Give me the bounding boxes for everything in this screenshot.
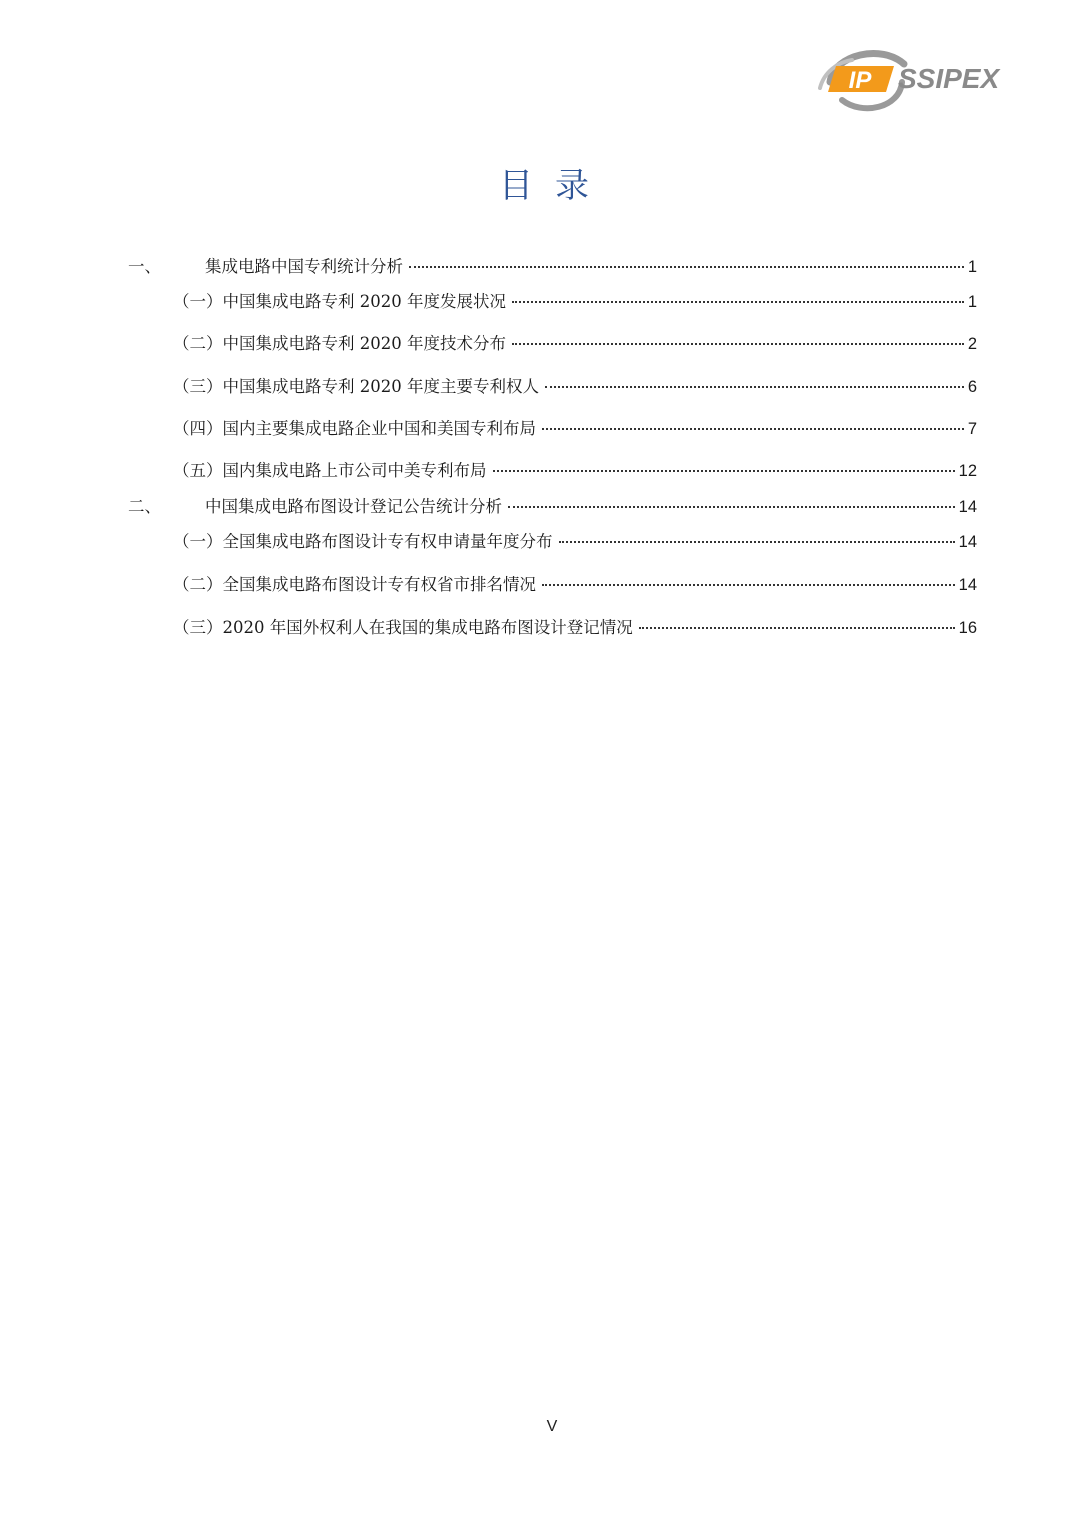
dot-leader bbox=[512, 301, 964, 303]
toc-entry[interactable] bbox=[173, 333, 977, 355]
toc-entry-page: 16 bbox=[958, 619, 977, 637]
toc-entry-text: 全国集成电路布图设计专有权省市排名情况 bbox=[222, 575, 536, 594]
toc-entry-number: （一） bbox=[173, 532, 223, 551]
toc-entry-page: 1 bbox=[967, 258, 977, 276]
toc-entry-page: 14 bbox=[958, 533, 977, 551]
toc-entry-number: （四） bbox=[173, 419, 223, 438]
dot-leader bbox=[639, 627, 955, 629]
toc-entry-text: 全国集成电路布图设计专有权申请量年度分布 bbox=[222, 532, 553, 551]
dot-leader bbox=[545, 386, 964, 388]
logo-badge-text: IP bbox=[848, 67, 872, 94]
dot-leader bbox=[559, 541, 955, 543]
toc-entry[interactable] bbox=[173, 376, 977, 398]
toc-entry[interactable] bbox=[128, 496, 977, 518]
toc-entry[interactable] bbox=[173, 460, 977, 482]
toc-entry-number: （二） bbox=[173, 575, 223, 594]
toc-entry-page: 2 bbox=[967, 335, 977, 353]
toc-entry-page: 14 bbox=[958, 498, 977, 516]
toc-entry-page: 14 bbox=[958, 576, 977, 594]
dot-leader bbox=[493, 470, 955, 472]
dot-leader bbox=[409, 266, 964, 268]
toc-entry-number: 一、 bbox=[128, 257, 161, 276]
ssipex-logo bbox=[812, 42, 1022, 114]
toc-entry[interactable] bbox=[173, 531, 977, 553]
toc-entry[interactable] bbox=[173, 617, 977, 639]
dot-leader bbox=[512, 343, 964, 345]
toc-entry-page: 12 bbox=[958, 462, 977, 480]
dot-leader bbox=[542, 428, 964, 430]
toc-entry-text: 中国集成电路专利 2020 年度主要专利权人 bbox=[222, 377, 539, 396]
logo-name-text: SSIPEX bbox=[898, 63, 1000, 94]
page-number: V bbox=[546, 1418, 558, 1435]
toc-entry-number: （三） bbox=[173, 618, 223, 637]
toc-entry-text: 中国集成电路专利 2020 年度发展状况 bbox=[222, 292, 506, 311]
toc-entry-page: 7 bbox=[967, 420, 977, 438]
toc-entry-text: 国内主要集成电路企业中国和美国专利布局 bbox=[222, 419, 536, 438]
toc-entry-text: 中国集成电路专利 2020 年度技术分布 bbox=[222, 334, 506, 353]
dot-leader bbox=[508, 506, 955, 508]
page-title: 目录 bbox=[499, 166, 611, 206]
toc-entry[interactable] bbox=[173, 574, 977, 596]
toc-entry-page: 1 bbox=[967, 293, 977, 311]
toc-entry[interactable] bbox=[173, 418, 977, 440]
toc-entry-text: 国内集成电路上市公司中美专利布局 bbox=[222, 461, 487, 480]
toc-entry-page: 6 bbox=[967, 378, 977, 396]
toc-entry-number: （五） bbox=[173, 461, 223, 480]
toc-entry-text: 2020 年国外权利人在我国的集成电路布图设计登记情况 bbox=[222, 618, 633, 637]
toc-entry-number: （一） bbox=[173, 292, 223, 311]
toc-entry[interactable] bbox=[173, 291, 977, 313]
toc-entry-number: （二） bbox=[173, 334, 223, 353]
toc-entry-number: （三） bbox=[173, 377, 223, 396]
toc-entry-text: 集成电路中国专利统计分析 bbox=[205, 257, 403, 276]
toc-entry-text: 中国集成电路布图设计登记公告统计分析 bbox=[205, 497, 502, 516]
toc-entry-number: 二、 bbox=[128, 497, 161, 516]
toc-entry[interactable] bbox=[128, 256, 977, 278]
dot-leader bbox=[542, 584, 955, 586]
